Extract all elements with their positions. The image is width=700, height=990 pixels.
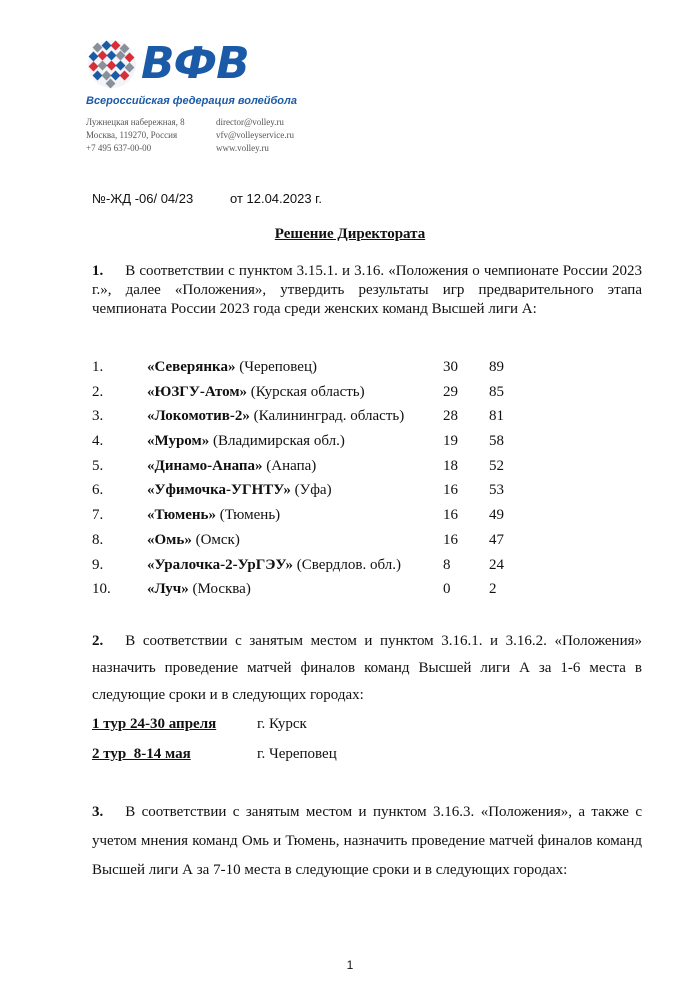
document-date: от 12.04.2023 г. xyxy=(230,191,322,206)
points: 2 xyxy=(489,581,497,598)
place: 2. xyxy=(92,383,104,400)
table-row xyxy=(92,429,632,454)
team-city: (Калининград. область) xyxy=(253,408,405,425)
place: 3. xyxy=(92,408,104,425)
document-meta xyxy=(92,191,322,206)
paragraph-number: 3. xyxy=(92,804,104,820)
team-name: «Тюмень» xyxy=(147,507,216,524)
wins: 19 xyxy=(443,433,458,450)
team-cell xyxy=(147,454,316,479)
wins: 8 xyxy=(443,556,451,573)
paragraph-text: В соответствии с занятым местом и пунктом 3.16.3. «Положения», а также с учетом мнения команд Омь и Тюмень, назначить проведение матчей финалов команд Высшей лиги А за 7-10 места в следующие сроки и в следующих городах: xyxy=(92,804,642,878)
logo-wordmark: ВФВ xyxy=(141,38,249,89)
team-cell xyxy=(147,429,345,454)
wins: 16 xyxy=(443,507,458,524)
team-name: «Омь» xyxy=(147,531,192,548)
team-cell xyxy=(147,503,280,528)
team-city: (Уфа) xyxy=(294,482,332,499)
paragraph-text: В соответствии с пунктом 3.15.1. и 3.16. «Положения о чемпионате России 2023 г.», далее «Положения», утвердить результаты игр предварительного этапа чемпионата России 2023 года среди женских команд Высшей лиги А: xyxy=(92,263,642,317)
team-name: «Уфимочка-УГНТУ» xyxy=(147,482,291,499)
tour-dates: 1 тур 24-30 апреля xyxy=(92,716,217,732)
place: 5. xyxy=(92,457,104,474)
standings-table xyxy=(92,355,632,602)
team-name: «Динамо-Анапа» xyxy=(147,457,263,474)
team-cell xyxy=(147,355,317,380)
team-city: (Тюмень) xyxy=(219,507,281,524)
team-cell xyxy=(147,404,404,429)
points: 85 xyxy=(489,383,504,400)
tour-dates: 2 тур 8-14 мая xyxy=(92,746,191,762)
host-city: г. Череповец xyxy=(257,746,337,762)
points: 49 xyxy=(489,507,504,524)
wins: 28 xyxy=(443,408,458,425)
place: 10. xyxy=(92,581,111,598)
wins: 16 xyxy=(443,531,458,548)
paragraph-text: В соответствии с занятым местом и пунктом 3.16.1. и 3.16.2. «Положения» назначить проведение матчей финалов команд Высшей лиги А за 1-6 места в следующие сроки и в следующих городах: xyxy=(92,633,642,703)
team-name: «Северянка» xyxy=(147,359,236,375)
email-link[interactable]: vfv@volleyservice.ru xyxy=(216,130,295,140)
table-row xyxy=(92,553,632,578)
team-city: (Свердлов. обл.) xyxy=(296,556,401,573)
phone-line: +7 495 637-00-00 xyxy=(86,143,152,153)
table-row xyxy=(92,454,632,479)
email-link[interactable]: director@volley.ru xyxy=(216,117,284,127)
place: 8. xyxy=(92,531,104,548)
team-name: «ЮЗГУ-Атом» xyxy=(147,383,248,400)
points: 24 xyxy=(489,556,504,573)
points: 81 xyxy=(489,408,504,425)
team-city: (Владимирская обл.) xyxy=(212,433,345,450)
paragraph-number: 2. xyxy=(92,633,104,649)
table-row xyxy=(92,528,632,553)
team-name: «Локомотив-2» xyxy=(147,408,250,425)
team-name: «Уралочка-2-УрГЭУ» xyxy=(147,556,294,573)
wins: 18 xyxy=(443,457,458,474)
team-cell xyxy=(147,528,240,553)
table-row xyxy=(92,380,632,405)
contacts-block xyxy=(216,116,294,155)
wins: 16 xyxy=(443,482,458,499)
points: 89 xyxy=(489,359,504,375)
team-city: (Омск) xyxy=(195,531,240,548)
table-row xyxy=(92,503,632,528)
host-city: г. Курск xyxy=(257,716,307,732)
team-city: (Анапа) xyxy=(266,457,317,474)
website-link[interactable]: www.volley.ru xyxy=(216,143,269,153)
team-cell xyxy=(147,478,332,503)
address-line: Лужнецкая набережная, 8 xyxy=(86,117,185,127)
points: 52 xyxy=(489,457,504,474)
wins: 0 xyxy=(443,581,451,598)
team-name: «Луч» xyxy=(147,581,189,598)
table-row xyxy=(92,577,632,602)
place: 6. xyxy=(92,482,104,499)
team-cell xyxy=(147,577,251,602)
volleyball-logo-icon xyxy=(86,38,138,90)
address-block xyxy=(86,116,185,155)
points: 58 xyxy=(489,433,504,450)
points: 53 xyxy=(489,482,504,499)
federation-name: Всероссийская федерация волейбола xyxy=(86,95,297,107)
place: 4. xyxy=(92,433,104,450)
table-row xyxy=(92,355,632,380)
team-cell xyxy=(147,380,365,405)
document-title: Решение Директората xyxy=(274,226,426,242)
table-row xyxy=(92,478,632,503)
wins: 29 xyxy=(443,383,458,400)
team-city: (Череповец) xyxy=(239,359,317,375)
team-city: (Курская область) xyxy=(250,383,365,400)
wins: 30 xyxy=(443,359,458,375)
schedule-row xyxy=(92,716,307,733)
team-name: «Муром» xyxy=(147,433,210,450)
page-number: 1 xyxy=(346,958,354,972)
team-city: (Москва) xyxy=(192,581,251,598)
paragraph-2 xyxy=(92,628,642,709)
place: 9. xyxy=(92,556,104,573)
document-number: №-ЖД -06/ 04/23 xyxy=(92,191,194,206)
paragraph-3 xyxy=(92,798,642,885)
schedule-row xyxy=(92,746,337,763)
table-row xyxy=(92,404,632,429)
place: 7. xyxy=(92,507,104,524)
team-cell xyxy=(147,553,401,578)
points: 47 xyxy=(489,531,504,548)
paragraph-number: 1. xyxy=(92,263,104,279)
place: 1. xyxy=(92,359,104,375)
address-line: Москва, 119270, Россия xyxy=(86,130,178,140)
paragraph-1 xyxy=(92,262,642,319)
